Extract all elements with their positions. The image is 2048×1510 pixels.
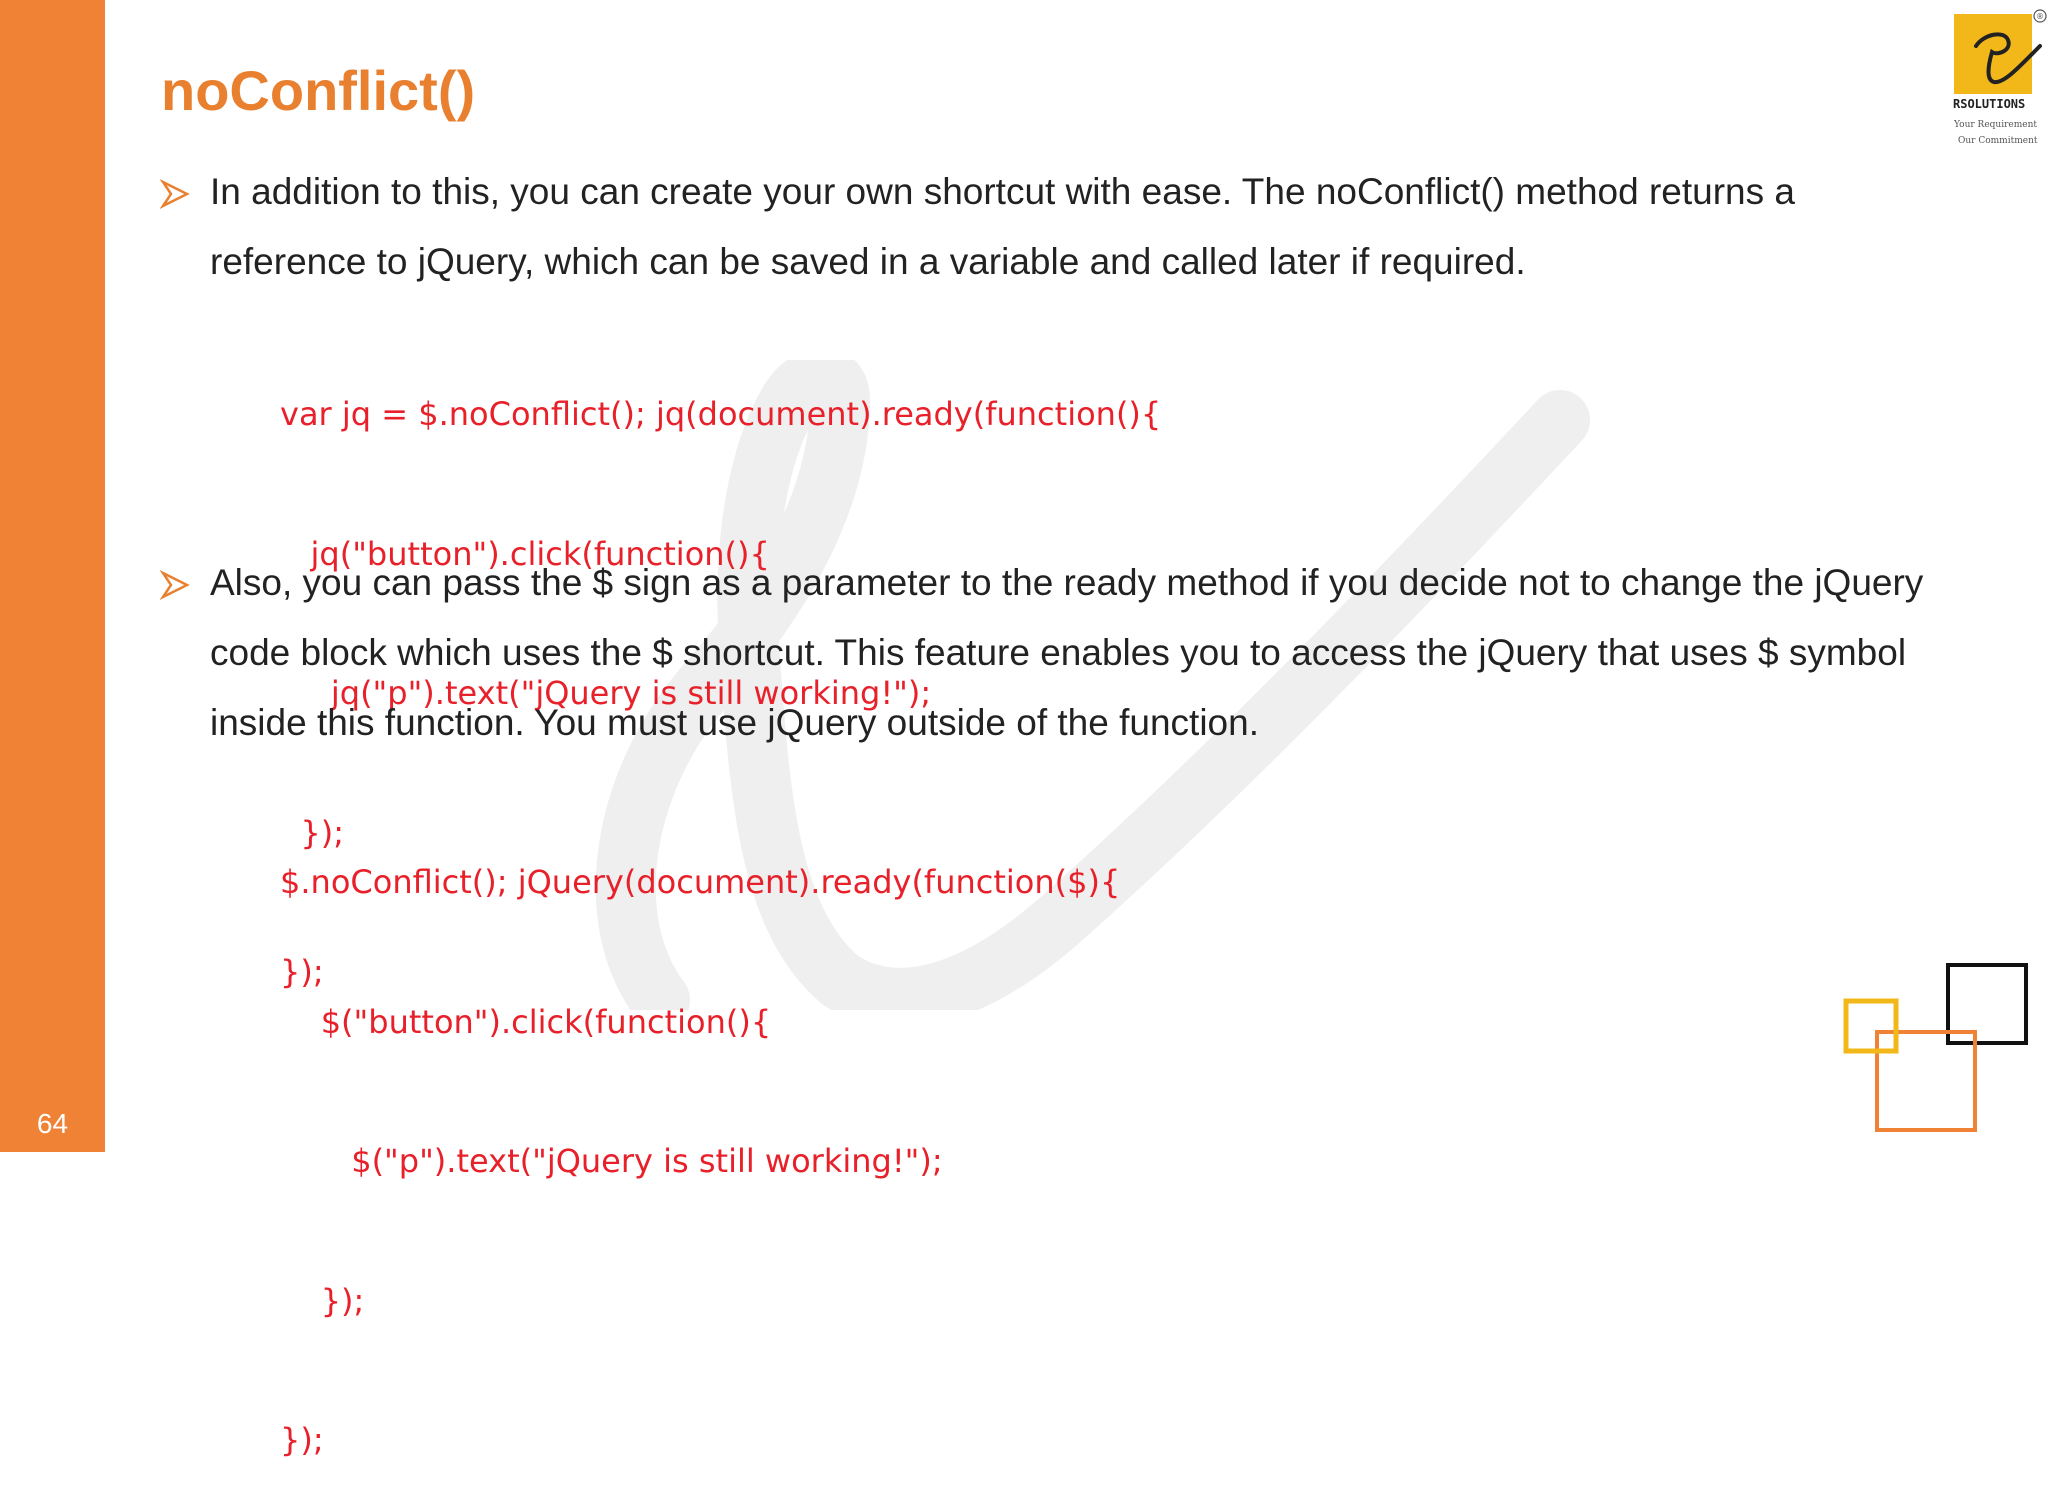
code-line: jq("button").click(function(){	[280, 534, 770, 573]
yellow-square	[1846, 1001, 1896, 1051]
code-line: });	[280, 813, 344, 852]
code-block-2	[280, 766, 1120, 1510]
registered-mark: ®	[2036, 12, 2044, 21]
rsolutions-logo	[1948, 6, 2048, 151]
bullet-text-2: Also, you can pass the $ sign as a parameter to the ready method if you decide not to change the jQuery code block which uses the $ shortcut. This feature enables you to access the jQuery that uses $ symbol inside this function. You must use jQuery outside of the function.	[210, 562, 1924, 743]
code-line: $("p").text("jQuery is still working!");	[280, 1142, 943, 1180]
slide-number: 64	[36, 1108, 69, 1139]
left-accent-bar	[0, 0, 105, 1152]
slide-title: noConflict()	[161, 59, 476, 122]
orange-square	[1877, 1032, 1975, 1130]
bullet-text-1: In addition to this, you can create your own shortcut with ease. The noConflict() method returns a reference to jQuery, which can be saved in a variable and called later if required.	[210, 171, 1795, 282]
arrow-bullet-icon	[160, 179, 190, 209]
logo-brand: RSOLUTIONS	[1953, 97, 2026, 111]
code-line: $("button").click(function(){	[280, 1002, 772, 1041]
arrow-bullet-icon	[160, 570, 190, 600]
code-line: });	[280, 1421, 324, 1459]
bullet-item-1	[160, 157, 1900, 297]
decorative-squares	[1830, 960, 2048, 1135]
code-line: jq("p").text("jQuery is still working!");	[280, 674, 932, 712]
logo-tagline-1: Your Requirement	[1954, 120, 2037, 130]
code-line: });	[280, 953, 324, 991]
logo-tagline-2: Our Commitment	[1958, 136, 2038, 146]
code-line: });	[280, 1281, 365, 1320]
code-line: $.noConflict(); jQuery(document).ready(function($){	[280, 863, 1121, 901]
bullet-item-2	[160, 548, 1924, 758]
code-line: var jq = $.noConflict(); jq(document).ready(function(){	[280, 395, 1162, 433]
